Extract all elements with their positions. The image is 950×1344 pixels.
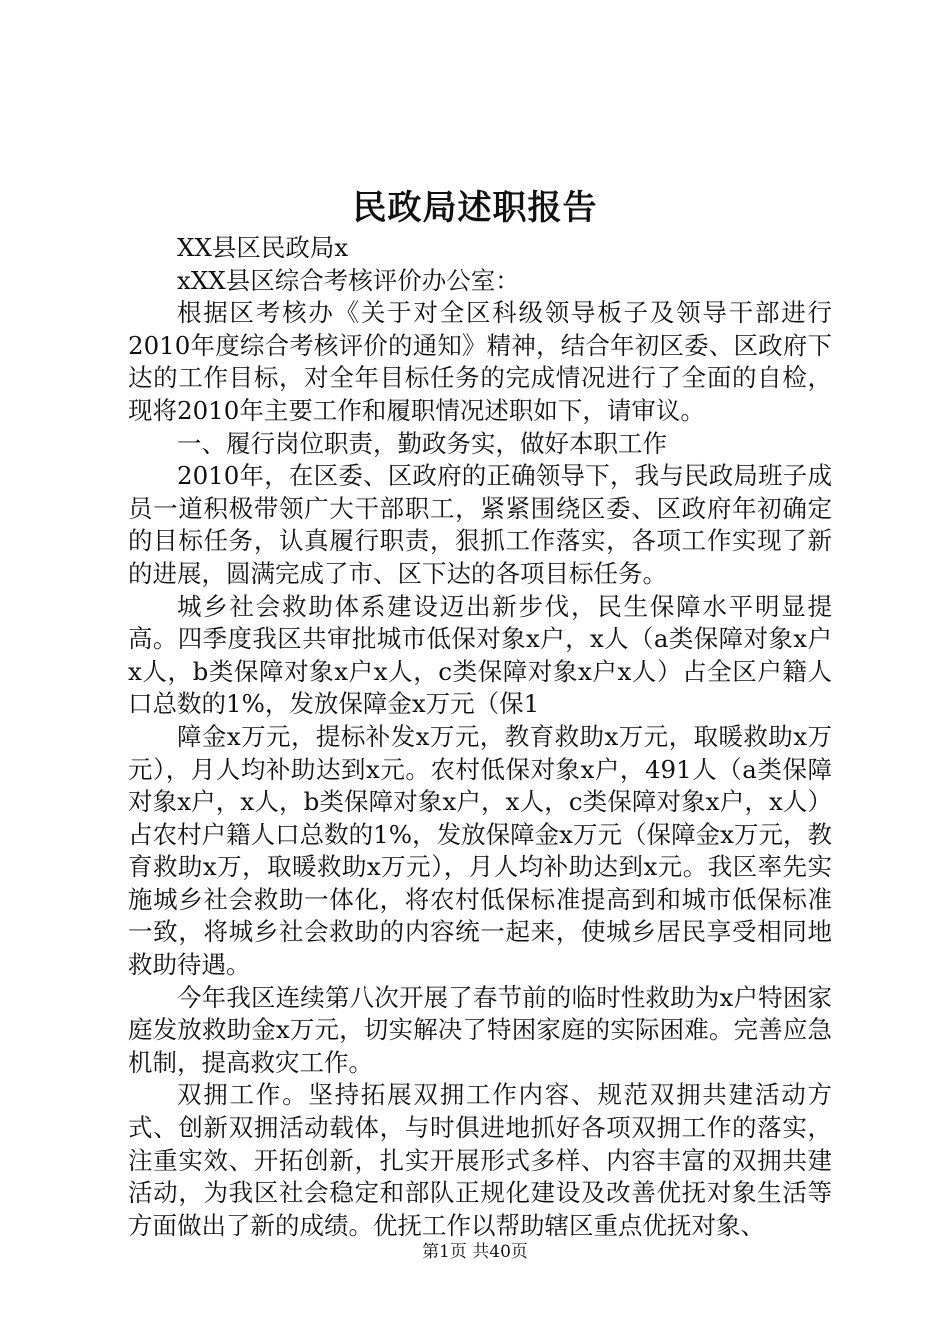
page-footer: 第1页 共40页	[422, 1242, 528, 1262]
paragraph-rural-assistance: 障金x万元，提标补发x万元，教育救助x万元，取暖救助x万元），月人均补助达到x元。农村低保对象x户，491人（a类保障对象x户，x人，b类保障对象x户，x人，c类保障对象x户，x人）占农村户籍人口总数的1%，发放保障金x万元（保障金x万元，教育救助x万，取暖救助x万元），月人均补助达到x元。我区率先实施城乡社会救助一体化，将农村低保标准提高到和城市低保标准一致，将城乡社会救助的内容统一起来，使城乡居民享受相同地救助待遇。	[128, 721, 832, 980]
document-title: 民政局述职报告	[352, 188, 598, 228]
paragraph-temporary-relief: 今年我区连续第八次开展了春节前的临时性救助为x户特困家庭发放救助金x万元，切实解决了特困家庭的实际困难。完善应急机制，提高救灾工作。	[128, 982, 832, 1077]
paragraph-social-assistance: 城乡社会救助体系建设迈出新步伐，民生保障水平明显提高。四季度我区共审批城市低保对象x户，x人（a类保障对象x户x人，b类保障对象x户x人，c类保障对象x户x人）占全区户籍人口总数的1%，发放保障金x万元（保1	[128, 591, 832, 719]
paragraph-addressee-2: xXX县区综合考核评价办公室：	[177, 265, 520, 295]
paragraph-addressee-1: XX县区民政局x	[177, 233, 349, 262]
document-body	[128, 232, 832, 1242]
paragraph-overview: 2010年，在区委、区政府的正确领导下，我与民政局班子成员一道积极带领广大干部职工，紧紧围绕区委、区政府年初确定的目标任务，认真履行职责，狠抓工作落实，各项工作实现了新的进展，圆满完成了市、区下达的各项目标任务。	[128, 461, 832, 588]
paragraph-shuangyong: 双拥工作。坚持拓展双拥工作内容、规范双拥共建活动方式、创新双拥活动载体，与时俱进地抓好各项双拥工作的落实，注重实效、开拓创新，扎实开展形式多样、内容丰富的双拥共建活动，为我区社会稳定和部队正规化建设及改善优抚对象生活等方面做出了新的成绩。优抚工作以帮助辖区重点优抚对象、	[128, 1080, 832, 1240]
paragraph-intro: 根据区考核办《关于对全区科级领导板子及领导干部进行2010年度综合考核评价的通知》精神，结合年初区委、区政府下达的工作目标，对全年目标任务的完成情况进行了全面的自检，现将2010年主要工作和履职情况述职如下，请审议。	[128, 298, 832, 425]
section-heading-1: 一、履行岗位职责，勤政务实，做好本职工作	[177, 428, 667, 458]
